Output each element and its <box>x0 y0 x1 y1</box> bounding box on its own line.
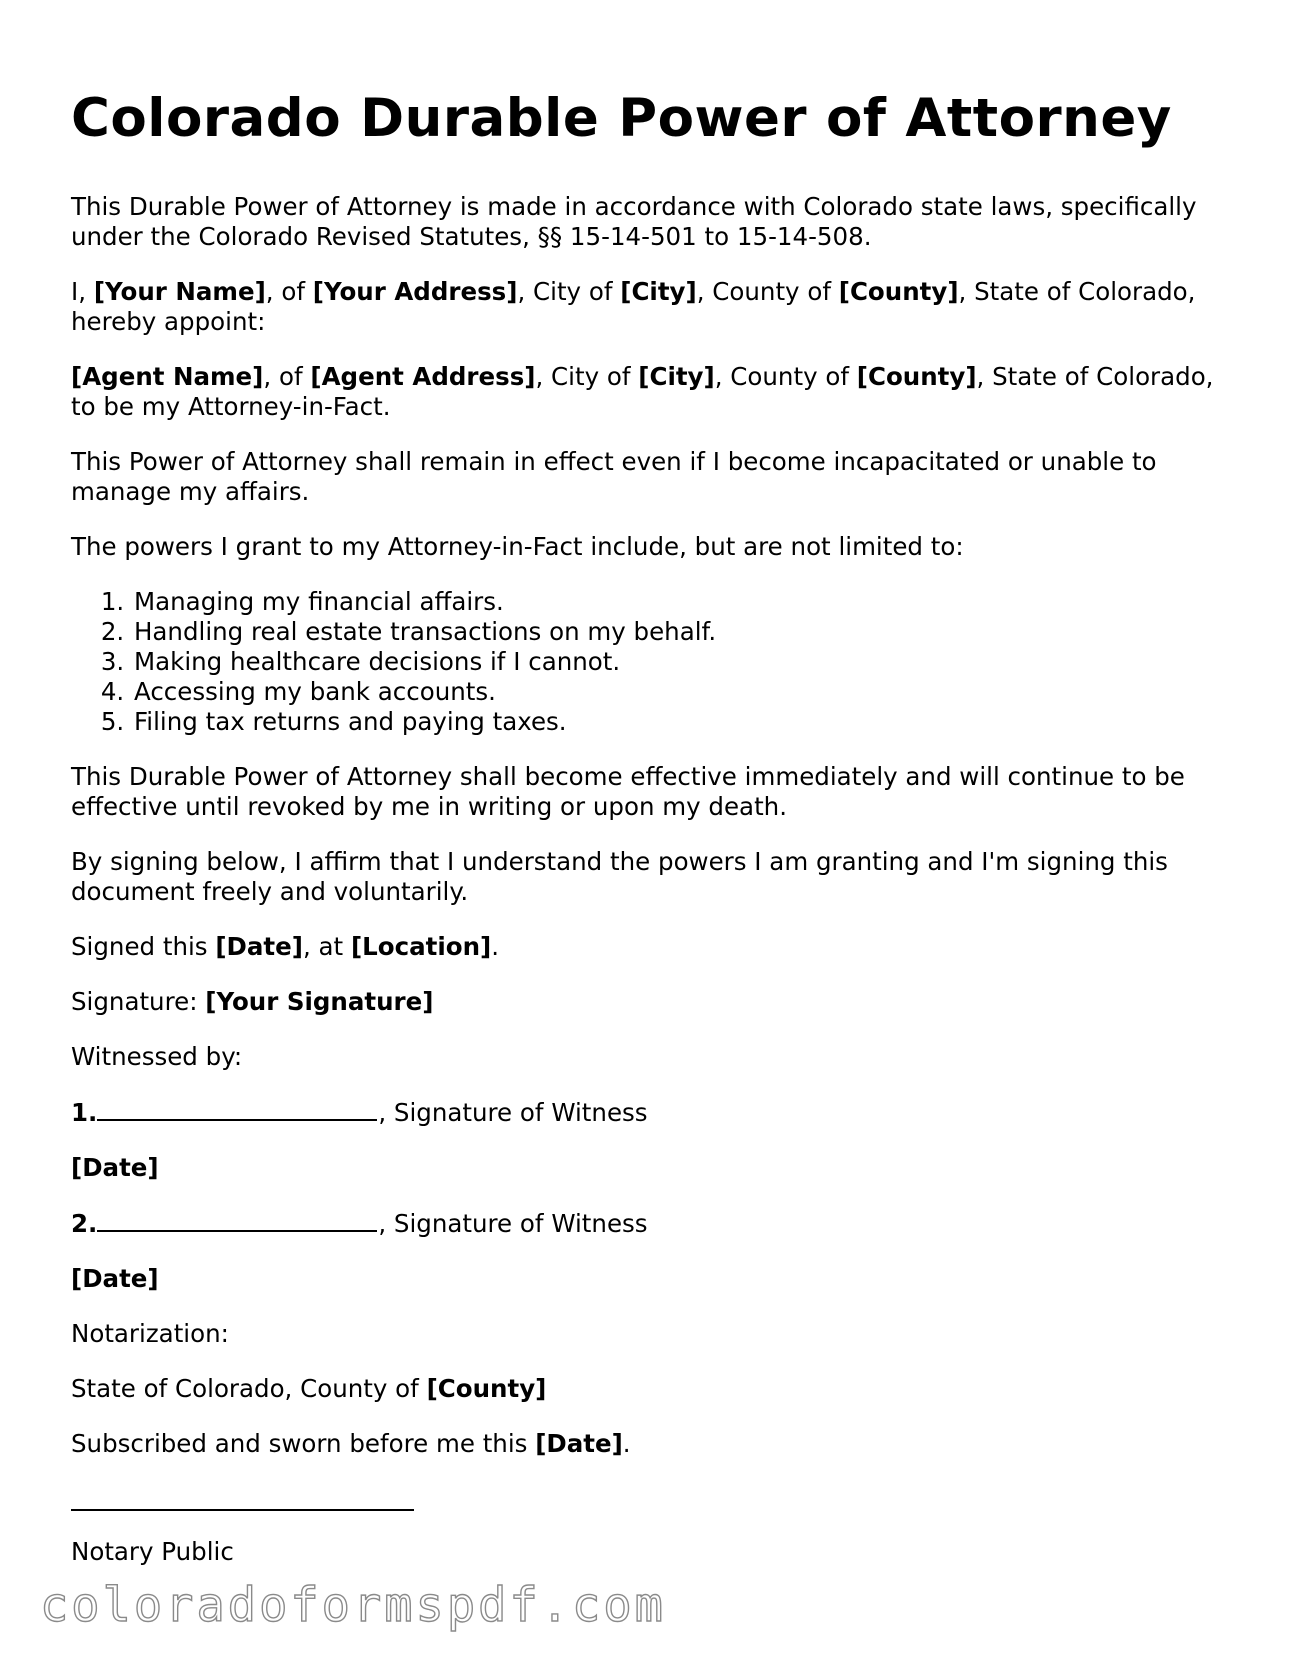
sworn-line: Subscribed and sworn before me this [Date]. <box>71 1429 631 1458</box>
witness-1-number: 1. <box>71 1098 98 1127</box>
agent-name: [Agent Name] <box>71 362 264 391</box>
agent-city: [City] <box>638 362 715 391</box>
principal-city: [City] <box>620 277 697 306</box>
agent-paragraph: [Agent Name], of [Agent Address], City of [City], County of [County], State of Colorado, to be my Attorney-in-Fact. <box>71 362 1214 421</box>
notary-state-line: State of Colorado, County of [County] <box>71 1374 547 1403</box>
list-item: 3. Making healthcare decisions if I cannot. <box>132 647 1231 677</box>
notarization-label: Notarization: <box>71 1319 229 1348</box>
signed-location: [Location] <box>350 932 492 961</box>
witness-2-number: 2. <box>71 1209 98 1238</box>
signed-date: [Date] <box>215 932 303 961</box>
signature-value: [Your Signature] <box>205 987 434 1016</box>
signature-line: Signature: [Your Signature] <box>71 987 434 1016</box>
principal-paragraph: I, [Your Name], of [Your Address], City of [City], County of [County], State of Colorado, hereby appoint: <box>71 277 1196 336</box>
durability-paragraph: This Power of Attorney shall remain in effect even if I become incapacitated or unable to manage my affairs. <box>71 447 1157 506</box>
witness-1-line: 1. , Signature of Witness <box>71 1098 648 1127</box>
document-page <box>71 86 1231 1592</box>
agent-county: [County] <box>856 362 977 391</box>
list-item: 2. Handling real estate transactions on my behalf. <box>132 617 1231 647</box>
powers-intro: The powers I grant to my Attorney-in-Fact include, but are not limited to: <box>71 532 964 561</box>
notary-public-label: Notary Public <box>71 1537 234 1566</box>
principal-address: [Your Address] <box>312 277 518 306</box>
watermark: coloradoformspdf.com <box>40 1578 666 1633</box>
effective-paragraph: This Durable Power of Attorney shall become effective immediately and will continue to be effective until revoked by me in writing or upon my death. <box>71 762 1185 821</box>
sworn-date: [Date] <box>535 1429 623 1458</box>
powers-list <box>71 587 1231 737</box>
agent-address: [Agent Address] <box>310 362 536 391</box>
witness-1-signature-blank[interactable] <box>97 1097 377 1121</box>
principal-county: [County] <box>838 277 959 306</box>
list-item: 1. Managing my financial affairs. <box>132 587 1231 617</box>
list-item: 4. Accessing my bank accounts. <box>132 677 1231 707</box>
affirm-paragraph: By signing below, I affirm that I understand the powers I am granting and I'm signing this document freely and voluntarily. <box>71 847 1168 906</box>
signed-line: Signed this [Date], at [Location]. <box>71 932 500 961</box>
notary-signature-blank[interactable] <box>71 1509 414 1511</box>
list-item: 5. Filing tax returns and paying taxes. <box>132 707 1231 737</box>
notary-county: [County] <box>426 1374 547 1403</box>
intro-paragraph: This Durable Power of Attorney is made in accordance with Colorado state laws, specifically under the Colorado Revised Statutes, §§ 15-14-501 to 15-14-508. <box>71 192 1197 251</box>
witness-2-date: [Date] <box>71 1264 159 1293</box>
witness-2-signature-blank[interactable] <box>97 1208 377 1232</box>
document-title: Colorado Durable Power of Attorney <box>71 88 1172 149</box>
principal-name: [Your Name] <box>93 277 266 306</box>
witness-2-line: 2. , Signature of Witness <box>71 1209 648 1238</box>
witnessed-by-label: Witnessed by: <box>71 1042 243 1071</box>
witness-1-date: [Date] <box>71 1153 159 1182</box>
